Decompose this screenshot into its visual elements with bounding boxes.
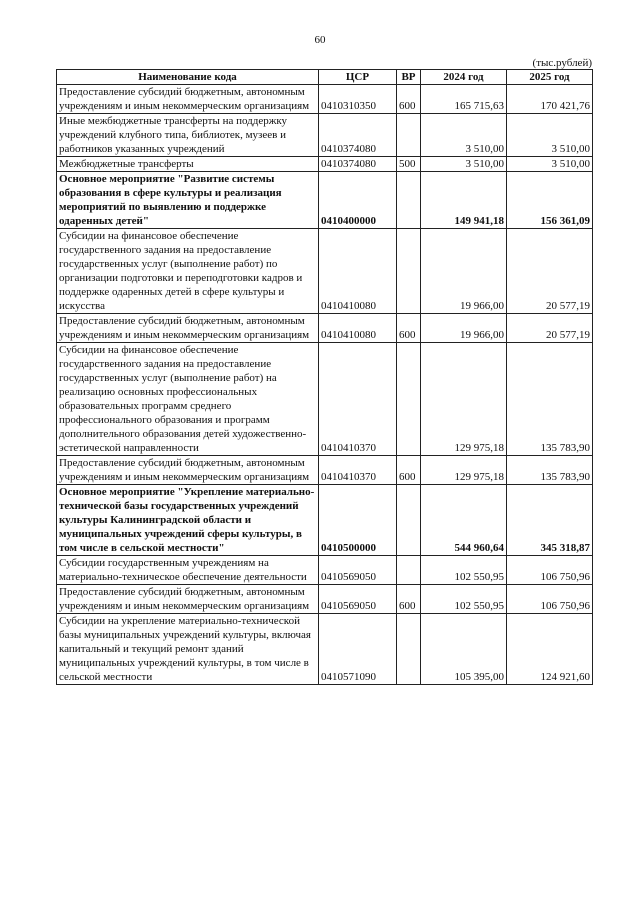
header-2025: 2025 год [507,70,593,85]
row-2024: 165 715,63 [421,85,507,114]
row-2024: 19 966,00 [421,229,507,314]
row-2024: 19 966,00 [421,314,507,343]
row-2024: 129 975,18 [421,456,507,485]
row-2024: 129 975,18 [421,343,507,456]
row-2025: 20 577,19 [507,314,593,343]
units-label: (тыс.рублей) [532,57,592,69]
row-2025: 135 783,90 [507,456,593,485]
row-csr: 0410410370 [319,343,397,456]
row-name: Субсидии государственным учреждениям на материально-техническое обеспечение деятельности [57,556,319,585]
row-name: Предоставление субсидий бюджетным, автономным учреждениям и иным некоммерческим организациям [57,585,319,614]
table-row [57,485,593,556]
header-2024: 2024 год [421,70,507,85]
table-row [57,85,593,114]
row-csr: 0410410080 [319,229,397,314]
row-csr: 0410500000 [319,485,397,556]
row-vr [397,343,421,456]
row-2024: 149 941,18 [421,172,507,229]
row-2024: 544 960,64 [421,485,507,556]
table-row [57,157,593,172]
row-name: Предоставление субсидий бюджетным, автономным учреждениям и иным некоммерческим организациям [57,456,319,485]
row-csr: 0410569050 [319,585,397,614]
row-2024: 105 395,00 [421,614,507,685]
row-vr: 600 [397,585,421,614]
row-vr: 500 [397,157,421,172]
row-2025: 3 510,00 [507,157,593,172]
row-csr: 0410400000 [319,172,397,229]
row-2024: 102 550,95 [421,585,507,614]
row-csr: 0410571090 [319,614,397,685]
table-row [57,614,593,685]
row-vr [397,485,421,556]
row-vr [397,229,421,314]
table-row [57,114,593,157]
row-name: Предоставление субсидий бюджетным, автономным учреждениям и иным некоммерческим организациям [57,314,319,343]
row-2025: 170 421,76 [507,85,593,114]
row-csr: 0410374080 [319,114,397,157]
row-2025: 156 361,09 [507,172,593,229]
page-number: 60 [314,34,326,46]
row-vr: 600 [397,456,421,485]
header-csr: ЦСР [319,70,397,85]
row-name: Межбюджетные трансферты [57,157,319,172]
header-name: Наименование кода [57,70,319,85]
row-vr [397,614,421,685]
row-name: Иные межбюджетные трансферты на поддержку учреждений клубного типа, библиотек, музеев и работников указанных учреждений [57,114,319,157]
row-2024: 102 550,95 [421,556,507,585]
row-csr: 0410410370 [319,456,397,485]
row-vr [397,114,421,157]
table-row [57,229,593,314]
row-vr [397,556,421,585]
table-row [57,456,593,485]
row-csr: 0410374080 [319,157,397,172]
row-2025: 106 750,96 [507,556,593,585]
row-2025: 106 750,96 [507,585,593,614]
row-2024: 3 510,00 [421,157,507,172]
row-csr: 0410569050 [319,556,397,585]
header-vr: ВР [397,70,421,85]
row-name: Субсидии на финансовое обеспечение государственного задания на предоставление государственных услуг (выполнение работ) по организации подготовки и переподготовки кадров и поддержке одаренных детей в сфере культуры и искусства [57,229,319,314]
row-2025: 135 783,90 [507,343,593,456]
table-row [57,172,593,229]
row-2025: 345 318,87 [507,485,593,556]
row-name: Основное мероприятие "Укрепление материально-технической базы государственных учреждений культуры Калининградской области и муниципальных учреждений сферы культуры, в том числе в сельской местности" [57,485,319,556]
row-name: Предоставление субсидий бюджетным, автономным учреждениям и иным некоммерческим организациям [57,85,319,114]
table-header-row [57,70,593,85]
table-row [57,314,593,343]
row-csr: 0410410080 [319,314,397,343]
table-row [57,343,593,456]
row-name: Субсидии на финансовое обеспечение государственного задания на предоставление государственных услуг (выполнение работ) на реализацию основных профессиональных образовательных программ среднего профессионального образования и программ дополнительного образования детей художественно-эстетической направленности [57,343,319,456]
row-2024: 3 510,00 [421,114,507,157]
row-2025: 124 921,60 [507,614,593,685]
row-name: Основное мероприятие "Развитие системы образования в сфере культуры и реализация мероприятий по выявлению и поддержке одаренных детей" [57,172,319,229]
row-2025: 20 577,19 [507,229,593,314]
table-row [57,556,593,585]
row-vr [397,172,421,229]
budget-table [56,69,593,685]
table-body [57,85,593,685]
row-vr: 600 [397,314,421,343]
row-2025: 3 510,00 [507,114,593,157]
row-csr: 0410310350 [319,85,397,114]
table-row [57,585,593,614]
row-vr: 600 [397,85,421,114]
row-name: Субсидии на укрепление материально-технической базы муниципальных учреждений культуры, включая капитальный и текущий ремонт зданий муниципальных учреждений культуры, в том числе в сельской местности [57,614,319,685]
